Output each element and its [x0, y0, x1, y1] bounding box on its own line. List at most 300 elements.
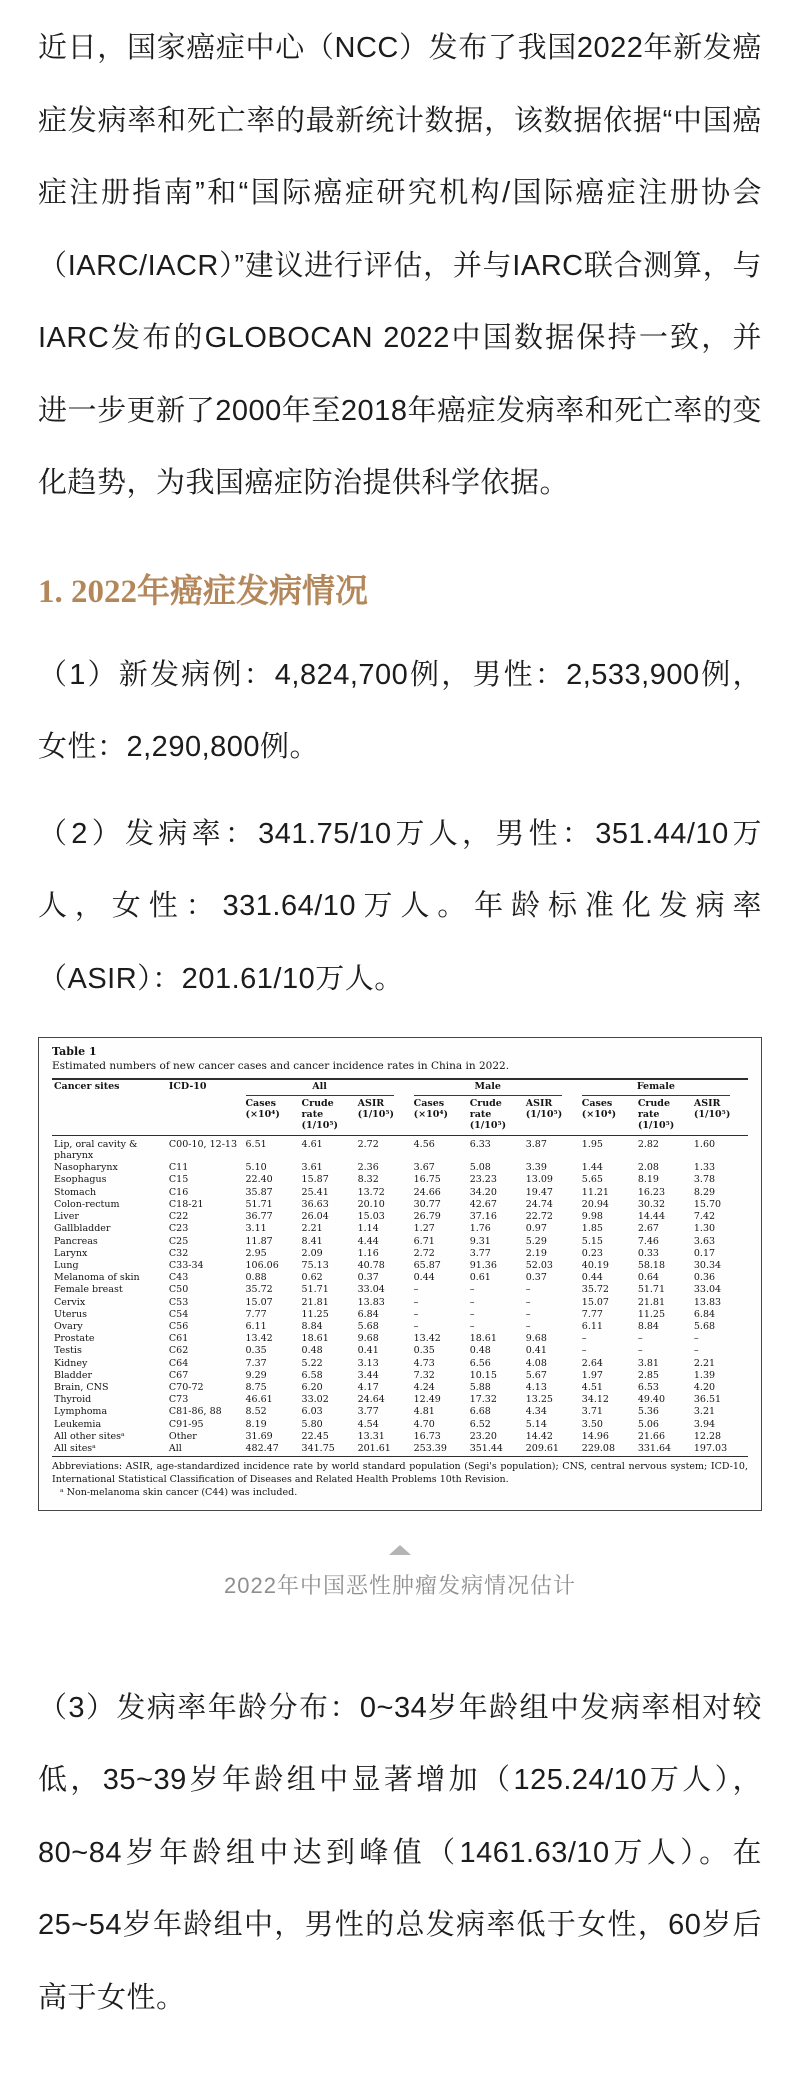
cancer-site-cell: Colon-rectum	[54, 1198, 120, 1210]
value-cell: 1.97	[581, 1369, 603, 1381]
icd10-cell: C56	[168, 1320, 189, 1332]
value-cell: 58.18	[637, 1259, 666, 1271]
col-header-cancer-sites: Cancer sites	[52, 1079, 167, 1135]
table-row	[52, 1284, 748, 1296]
value-cell: 3.21	[693, 1406, 716, 1418]
value-cell: 9.29	[245, 1369, 267, 1381]
value-cell: 4.17	[357, 1381, 379, 1393]
value-cell: 16.23	[637, 1186, 666, 1198]
figure-caption-block	[38, 1545, 762, 1600]
value-cell: 2.08	[637, 1162, 659, 1174]
table-title: Estimated numbers of new cancer cases and cancer incidence rates in China in 2022.	[52, 1059, 510, 1072]
col-header-icd10: ICD-10	[167, 1079, 244, 1135]
icd10-cell: C54	[168, 1308, 189, 1320]
value-cell: 8.19	[245, 1418, 267, 1430]
value-cell: 2.67	[637, 1223, 659, 1235]
icd10-cell: C18-21	[168, 1198, 204, 1210]
value-cell: 8.75	[245, 1381, 267, 1393]
value-cell: 6.03	[301, 1406, 323, 1418]
value-cell: 11.87	[245, 1235, 273, 1247]
value-cell: 8.52	[245, 1406, 267, 1418]
col-header-all-cases: Cases (×10⁴)	[244, 1097, 300, 1135]
value-cell: –	[637, 1333, 643, 1345]
value-cell: 5.68	[693, 1320, 716, 1332]
value-cell: 0.61	[469, 1272, 491, 1284]
value-cell: 3.61	[301, 1162, 323, 1174]
value-cell: 3.11	[245, 1223, 267, 1235]
value-cell: 6.53	[637, 1381, 659, 1393]
table-row	[52, 1272, 748, 1284]
value-cell: 34.12	[581, 1394, 609, 1406]
value-cell: 0.44	[413, 1272, 435, 1284]
value-cell: 8.41	[301, 1235, 323, 1247]
cancer-site-cell: Prostate	[54, 1333, 95, 1345]
value-cell: 75.13	[301, 1259, 329, 1271]
value-cell: 0.44	[581, 1272, 603, 1284]
col-header-male-cases: Cases (×10⁴)	[412, 1097, 468, 1135]
incidence-table	[52, 1078, 748, 1457]
table-row	[52, 1369, 748, 1381]
value-cell: 1.14	[357, 1223, 379, 1235]
value-cell: 351.44	[468, 1442, 524, 1456]
value-cell: 37.16	[469, 1211, 497, 1223]
stat-paragraph-age-distribution: （3）发病率年龄分布：0~34岁年龄组中发病率相对较低，35~39岁年龄组中显著增加（125.24/10万人），80~84岁年龄组中达到峰值（1461.63/10万人）。在25~54岁年龄组中，男性的总发病率低于女性，60岁后高于女性。	[38, 1691, 762, 2014]
value-cell: 3.81	[637, 1357, 659, 1369]
value-cell: 3.87	[525, 1138, 547, 1150]
value-cell: 7.42	[693, 1211, 716, 1223]
value-cell: 4.73	[413, 1357, 435, 1369]
value-cell: 6.71	[413, 1235, 435, 1247]
value-cell: 3.44	[357, 1369, 379, 1381]
value-cell: 2.09	[301, 1247, 323, 1259]
value-cell: 209.61	[524, 1442, 580, 1456]
value-cell: 21.66	[637, 1430, 666, 1442]
value-cell: 30.32	[637, 1198, 666, 1210]
value-cell: 0.35	[245, 1345, 267, 1357]
value-cell: 13.83	[357, 1296, 385, 1308]
caption-arrow-icon	[389, 1545, 411, 1555]
value-cell: 6.51	[245, 1138, 267, 1150]
value-cell: 35.87	[245, 1186, 273, 1198]
value-cell: 15.07	[245, 1296, 273, 1308]
value-cell: 5.29	[525, 1235, 547, 1247]
value-cell: 6.84	[693, 1308, 716, 1320]
value-cell: 35.72	[245, 1284, 273, 1296]
col-header-female-cases: Cases (×10⁴)	[580, 1097, 636, 1135]
value-cell: 16.73	[413, 1430, 441, 1442]
value-cell: 33.04	[357, 1284, 385, 1296]
value-cell: 5.80	[301, 1418, 323, 1430]
table-row	[52, 1211, 748, 1223]
value-cell: 7.46	[637, 1235, 659, 1247]
value-cell: 7.77	[581, 1308, 603, 1320]
cancer-site-cell: All sitesᵃ	[52, 1442, 167, 1456]
table-row	[52, 1247, 748, 1259]
value-cell: 4.44	[357, 1235, 379, 1247]
value-cell: 24.74	[525, 1198, 553, 1210]
value-cell: –	[525, 1308, 531, 1320]
cancer-site-cell: Ovary	[54, 1320, 83, 1332]
value-cell: 51.71	[301, 1284, 329, 1296]
value-cell: 8.84	[301, 1320, 323, 1332]
value-cell: 6.58	[301, 1369, 323, 1381]
cancer-site-cell: All other sitesᵃ	[54, 1430, 125, 1442]
icd10-cell: Other	[168, 1430, 197, 1442]
intro-paragraph: 近日，国家癌症中心（NCC）发布了我国2022年新发癌症发病率和死亡率的最新统计数据，该数据依据“中国癌症注册指南”和“国际癌症研究机构/国际癌症注册协会（IARC/IACR）”建议进行评估，并与IARC联合测算，与IARC发布的GLOBOCAN 2022中国数据保持一致，并进一步更新了2000年至2018年癌症发病率和死亡率的变化趋势，为我国癌症防治提供科学依据。	[38, 32, 762, 499]
cancer-site-cell: Lung	[54, 1259, 79, 1271]
icd10-cell: C50	[168, 1284, 189, 1296]
icd10-cell: C53	[168, 1296, 189, 1308]
value-cell: 24.64	[357, 1394, 385, 1406]
value-cell: 15.87	[301, 1174, 329, 1186]
cancer-site-cell: Esophagus	[54, 1174, 107, 1186]
col-header-male-crude: Crude rate (1/10⁵)	[468, 1097, 524, 1135]
value-cell: 52.03	[525, 1259, 553, 1271]
value-cell: –	[469, 1296, 475, 1308]
value-cell: 5.67	[525, 1369, 547, 1381]
cancer-site-cell: Female breast	[54, 1284, 123, 1296]
value-cell: 253.39	[412, 1442, 468, 1456]
table-row	[52, 1223, 748, 1235]
value-cell: 4.51	[581, 1381, 603, 1393]
value-cell: 8.32	[357, 1174, 379, 1186]
value-cell: 0.41	[525, 1345, 547, 1357]
value-cell: –	[581, 1345, 587, 1357]
value-cell: 35.72	[581, 1284, 609, 1296]
table-row	[52, 1357, 748, 1369]
value-cell: 2.21	[693, 1357, 716, 1369]
cancer-site-cell: Uterus	[54, 1308, 87, 1320]
value-cell: 40.78	[357, 1259, 385, 1271]
value-cell: 4.13	[525, 1381, 547, 1393]
value-cell: 4.56	[413, 1138, 435, 1150]
value-cell: 20.94	[581, 1198, 609, 1210]
value-cell: 33.02	[301, 1394, 329, 1406]
icd10-cell: C67	[168, 1369, 189, 1381]
value-cell: 0.48	[301, 1345, 323, 1357]
value-cell: 21.81	[301, 1296, 329, 1308]
value-cell: 3.94	[693, 1418, 716, 1430]
value-cell: 3.78	[693, 1174, 716, 1186]
value-cell: 4.20	[693, 1381, 716, 1393]
cancer-site-cell: Thyroid	[54, 1394, 92, 1406]
value-cell: –	[469, 1284, 475, 1296]
table-row	[52, 1345, 748, 1357]
value-cell: 49.40	[637, 1394, 666, 1406]
value-cell: 4.70	[413, 1418, 435, 1430]
table-row	[52, 1418, 748, 1430]
value-cell: 1.44	[581, 1162, 603, 1174]
icd10-cell: C33-34	[168, 1259, 204, 1271]
value-cell: 6.20	[301, 1381, 323, 1393]
value-cell: –	[525, 1320, 531, 1332]
value-cell: 4.24	[413, 1381, 435, 1393]
value-cell: 1.39	[693, 1369, 716, 1381]
value-cell: 5.10	[245, 1162, 267, 1174]
cancer-site-cell: Kidney	[54, 1357, 88, 1369]
value-cell: 65.87	[413, 1259, 441, 1271]
value-cell: 106.06	[245, 1259, 279, 1271]
value-cell: –	[525, 1296, 531, 1308]
table-row	[52, 1308, 748, 1320]
value-cell: 3.63	[693, 1235, 716, 1247]
value-cell: 0.23	[581, 1247, 603, 1259]
value-cell: 3.13	[357, 1357, 379, 1369]
value-cell: –	[413, 1296, 419, 1308]
value-cell: 12.28	[693, 1430, 722, 1442]
value-cell: 7.77	[245, 1308, 267, 1320]
cancer-site-cell: Larynx	[54, 1247, 88, 1259]
value-cell: 91.36	[469, 1259, 497, 1271]
value-cell: 4.34	[525, 1406, 547, 1418]
value-cell: 10.15	[469, 1369, 497, 1381]
value-cell: 6.84	[357, 1308, 379, 1320]
value-cell: 341.75	[300, 1442, 356, 1456]
col-header-male-asir: ASIR (1/10⁵)	[524, 1097, 580, 1135]
table-row	[52, 1259, 748, 1271]
value-cell: 8.19	[637, 1174, 659, 1186]
value-cell: 5.15	[581, 1235, 603, 1247]
value-cell: –	[413, 1308, 419, 1320]
value-cell: 9.68	[525, 1333, 547, 1345]
cancer-site-cell: Testis	[54, 1345, 82, 1357]
value-cell: 19.47	[525, 1186, 553, 1198]
value-cell: 0.17	[693, 1247, 716, 1259]
cancer-site-cell: Bladder	[54, 1369, 93, 1381]
value-cell: 6.11	[245, 1320, 267, 1332]
value-cell: 1.30	[693, 1223, 716, 1235]
value-cell: 20.10	[357, 1198, 385, 1210]
icd10-cell: C64	[168, 1357, 189, 1369]
value-cell: 6.33	[469, 1138, 491, 1150]
table1-figure	[38, 1037, 762, 1510]
value-cell: 482.47	[244, 1442, 300, 1456]
value-cell: 5.65	[581, 1174, 603, 1186]
value-cell: 23.23	[469, 1174, 497, 1186]
figure-caption-text: 2022年中国恶性肿瘤发病情况估计	[224, 1572, 576, 1598]
cancer-site-cell: Leukemia	[54, 1418, 102, 1430]
icd10-cell: C25	[168, 1235, 189, 1247]
group-header-male: Male	[412, 1079, 580, 1097]
value-cell: 0.62	[301, 1272, 323, 1284]
cancer-site-cell: Nasopharynx	[54, 1162, 118, 1174]
value-cell: 197.03	[692, 1442, 748, 1456]
table-row	[52, 1333, 748, 1345]
table-label: Table 1	[52, 1045, 97, 1059]
icd10-cell: C81-86, 88	[168, 1406, 222, 1418]
value-cell: 18.61	[469, 1333, 497, 1345]
value-cell: 26.04	[301, 1211, 329, 1223]
value-cell: 2.95	[245, 1247, 267, 1259]
group-header-row	[52, 1079, 748, 1097]
icd10-cell: C61	[168, 1333, 189, 1345]
col-header-all-crude: Crude rate (1/10⁵)	[300, 1097, 356, 1135]
value-cell: 0.97	[525, 1223, 547, 1235]
value-cell: 3.50	[581, 1418, 603, 1430]
value-cell: 2.21	[301, 1223, 323, 1235]
icd10-cell: C70-72	[168, 1381, 204, 1393]
value-cell: –	[413, 1284, 419, 1296]
value-cell: 31.69	[245, 1430, 273, 1442]
value-cell: 0.64	[637, 1272, 659, 1284]
value-cell: 13.25	[525, 1394, 553, 1406]
value-cell: 9.68	[357, 1333, 379, 1345]
value-cell: 13.42	[413, 1333, 441, 1345]
col-header-all-asir: ASIR (1/10⁵)	[356, 1097, 412, 1135]
value-cell: 2.85	[637, 1369, 659, 1381]
table-row	[52, 1174, 748, 1186]
value-cell: 23.20	[469, 1430, 497, 1442]
value-cell: 22.72	[525, 1211, 553, 1223]
table-row	[52, 1381, 748, 1393]
value-cell: 13.83	[693, 1296, 722, 1308]
value-cell: 0.37	[357, 1272, 379, 1284]
value-cell: 2.36	[357, 1162, 379, 1174]
icd10-cell: C11	[168, 1162, 189, 1174]
group-header-all: All	[244, 1079, 412, 1097]
cancer-site-cell: Brain, CNS	[54, 1381, 109, 1393]
value-cell: 33.04	[693, 1284, 722, 1296]
icd10-cell: C73	[168, 1394, 189, 1406]
value-cell: 2.64	[581, 1357, 603, 1369]
value-cell: 13.42	[245, 1333, 273, 1345]
stat-paragraph-incidence-rate: （2）发病率：341.75/10万人，男性：351.44/10万人，女性：331.64/10万人。年龄标准化发病率（ASIR）：201.61/10万人。	[38, 817, 762, 995]
value-cell: 22.45	[301, 1430, 329, 1442]
icd10-cell: All	[167, 1442, 244, 1456]
value-cell: –	[413, 1320, 419, 1332]
value-cell: 4.81	[413, 1406, 435, 1418]
value-cell: 6.56	[469, 1357, 491, 1369]
value-cell: 5.08	[469, 1162, 491, 1174]
value-cell: 14.42	[525, 1430, 553, 1442]
value-cell: 5.88	[469, 1381, 491, 1393]
value-cell: 15.70	[693, 1198, 722, 1210]
icd10-cell: C16	[168, 1186, 189, 1198]
value-cell: 15.03	[357, 1211, 385, 1223]
value-cell: 11.21	[581, 1186, 609, 1198]
value-cell: 17.32	[469, 1394, 497, 1406]
value-cell: 2.72	[413, 1247, 435, 1259]
icd10-cell: C43	[168, 1272, 189, 1284]
value-cell: 25.41	[301, 1186, 329, 1198]
value-cell: 9.98	[581, 1211, 603, 1223]
value-cell: –	[693, 1345, 699, 1357]
table-row	[52, 1296, 748, 1308]
icd10-cell: C15	[168, 1174, 189, 1186]
cancer-site-cell: Melanoma of skin	[54, 1272, 140, 1284]
table-row	[52, 1235, 748, 1247]
table-row	[52, 1198, 748, 1210]
value-cell: 4.54	[357, 1418, 379, 1430]
table-row	[52, 1186, 748, 1198]
value-cell: 7.32	[413, 1369, 435, 1381]
value-cell: 8.29	[693, 1186, 716, 1198]
value-cell: 201.61	[356, 1442, 412, 1456]
value-cell: 13.31	[357, 1430, 385, 1442]
value-cell: 4.61	[301, 1138, 323, 1150]
cancer-site-cell: Stomach	[54, 1186, 97, 1198]
col-header-female-crude: Crude rate (1/10⁵)	[636, 1097, 692, 1135]
value-cell: 1.95	[581, 1138, 603, 1150]
value-cell: –	[693, 1333, 699, 1345]
value-cell: 7.37	[245, 1357, 267, 1369]
value-cell: 2.72	[357, 1138, 379, 1150]
value-cell: 6.52	[469, 1418, 491, 1430]
value-cell: 5.22	[301, 1357, 323, 1369]
cancer-site-cell: Pancreas	[54, 1235, 98, 1247]
value-cell: 5.36	[637, 1406, 659, 1418]
value-cell: 0.41	[357, 1345, 379, 1357]
value-cell: 331.64	[636, 1442, 692, 1456]
value-cell: 3.77	[357, 1406, 379, 1418]
value-cell: –	[581, 1333, 587, 1345]
value-cell: 5.14	[525, 1418, 547, 1430]
value-cell: 30.77	[413, 1198, 441, 1210]
value-cell: 1.76	[469, 1223, 491, 1235]
col-header-female-asir: ASIR (1/10⁵)	[692, 1097, 748, 1135]
value-cell: 12.49	[413, 1394, 441, 1406]
value-cell: 1.85	[581, 1223, 603, 1235]
value-cell: 11.25	[637, 1308, 666, 1320]
value-cell: 3.67	[413, 1162, 435, 1174]
value-cell: 51.71	[637, 1284, 666, 1296]
footnote-abbreviations: Abbreviations: ASIR, age-standardized incidence rate by world standard population (Segi's population); CNS, central nervous system; ICD-10, International Statistical Classification of Diseases and Related Health Problems 10th Revision.	[52, 1461, 748, 1485]
table-row	[52, 1162, 748, 1174]
value-cell: 3.71	[581, 1406, 603, 1418]
value-cell: 42.67	[469, 1198, 497, 1210]
value-cell: 0.33	[637, 1247, 659, 1259]
value-cell: 40.19	[581, 1259, 609, 1271]
value-cell: 3.39	[525, 1162, 547, 1174]
table-row	[52, 1442, 748, 1456]
cancer-site-cell: Liver	[54, 1211, 79, 1223]
value-cell: –	[469, 1320, 475, 1332]
value-cell: 14.44	[637, 1211, 666, 1223]
value-cell: 1.60	[693, 1138, 716, 1150]
value-cell: 9.31	[469, 1235, 491, 1247]
value-cell: 0.88	[245, 1272, 267, 1284]
value-cell: 34.20	[469, 1186, 497, 1198]
icd10-cell: C22	[168, 1211, 189, 1223]
value-cell: 30.34	[693, 1259, 722, 1271]
icd10-cell: C62	[168, 1345, 189, 1357]
cancer-site-cell: Cervix	[54, 1296, 86, 1308]
value-cell: –	[525, 1284, 531, 1296]
value-cell: 1.33	[693, 1162, 716, 1174]
value-cell: 36.63	[301, 1198, 329, 1210]
value-cell: 11.25	[301, 1308, 329, 1320]
value-cell: 24.66	[413, 1186, 441, 1198]
value-cell: 5.68	[357, 1320, 379, 1332]
table-row	[52, 1430, 748, 1442]
value-cell: 13.09	[525, 1174, 553, 1186]
value-cell: 1.16	[357, 1247, 379, 1259]
value-cell: 6.11	[581, 1320, 603, 1332]
icd10-cell: C00-10, 12-13	[168, 1138, 237, 1150]
value-cell: 18.61	[301, 1333, 329, 1345]
cancer-site-cell: Lip, oral cavity & pharynx	[54, 1138, 138, 1162]
icd10-cell: C91-95	[168, 1418, 204, 1430]
icd10-cell: C32	[168, 1247, 189, 1259]
value-cell: 5.06	[637, 1418, 659, 1430]
group-header-female: Female	[580, 1079, 748, 1097]
value-cell: 0.37	[525, 1272, 547, 1284]
value-cell: –	[637, 1345, 643, 1357]
value-cell: 0.48	[469, 1345, 491, 1357]
cancer-site-cell: Lymphoma	[54, 1406, 108, 1418]
value-cell: 36.77	[245, 1211, 273, 1223]
icd10-cell: C23	[168, 1223, 189, 1235]
